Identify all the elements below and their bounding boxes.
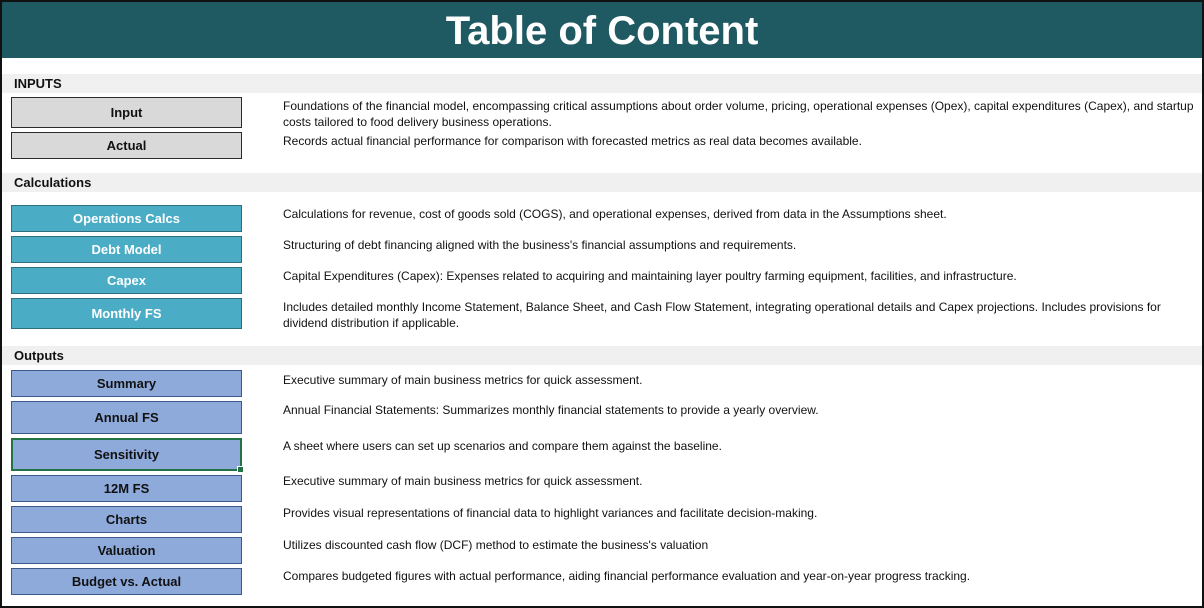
valuation-description: Utilizes discounted cash flow (DCF) method to estimate the business's valuation [283, 538, 709, 552]
twelve-month-fs-description: Executive summary of main business metrics for quick assessment. [283, 474, 643, 488]
sensitivity-button[interactable]: Sensitivity [11, 438, 242, 471]
actual-button[interactable]: Actual [11, 132, 242, 159]
debt-model-description: Structuring of debt financing aligned with the business's financial assumptions and requirements. [283, 238, 797, 252]
input-button[interactable]: Input [11, 97, 242, 128]
capex-button[interactable]: Capex [11, 267, 242, 294]
debt-model-button[interactable]: Debt Model [11, 236, 242, 263]
section-header-outputs: Outputs [2, 346, 1202, 365]
page-title: Table of Content [2, 2, 1202, 58]
annual-fs-button[interactable]: Annual FS [11, 401, 242, 434]
charts-button[interactable]: Charts [11, 506, 242, 533]
sensitivity-description: A sheet where users can set up scenarios and compare them against the baseline. [283, 439, 722, 453]
summary-description: Executive summary of main business metrics for quick assessment. [283, 373, 643, 387]
capex-description: Capital Expenditures (Capex): Expenses related to acquiring and maintaining layer poultry farming equipment, facilities, and infrastructure. [283, 269, 1017, 283]
operations-calcs-description: Calculations for revenue, cost of goods sold (COGS), and operational expenses, derived from data in the Assumptions sheet. [283, 207, 947, 221]
valuation-button[interactable]: Valuation [11, 537, 242, 564]
twelve-month-fs-button[interactable]: 12M FS [11, 475, 242, 502]
budget-vs-actual-description: Compares budgeted figures with actual performance, aiding financial performance evaluation and year-on-year progress tracking. [283, 569, 971, 583]
summary-button[interactable]: Summary [11, 370, 242, 397]
operations-calcs-button[interactable]: Operations Calcs [11, 205, 242, 232]
monthly-fs-description: Includes detailed monthly Income Statement, Balance Sheet, and Cash Flow Statement, integrating operational details and Capex projections. Includes provisions for dividend distribution if applicable. [283, 300, 1161, 330]
charts-description: Provides visual representations of financial data to highlight variances and facilitate decision-making. [283, 506, 818, 520]
section-header-inputs: INPUTS [2, 74, 1202, 93]
section-header-calculations: Calculations [2, 173, 1202, 192]
monthly-fs-button[interactable]: Monthly FS [11, 298, 242, 329]
input-description: Foundations of the financial model, encompassing critical assumptions about order volume, pricing, operational expenses (Opex), capital expenditures (Capex), and startup costs tailored to food delivery business operations. [283, 99, 1194, 129]
budget-vs-actual-button[interactable]: Budget vs. Actual [11, 568, 242, 595]
annual-fs-description: Annual Financial Statements: Summarizes monthly financial statements to provide a yearly overview. [283, 403, 819, 417]
actual-description: Records actual financial performance for comparison with forecasted metrics as real data becomes available. [283, 134, 862, 148]
